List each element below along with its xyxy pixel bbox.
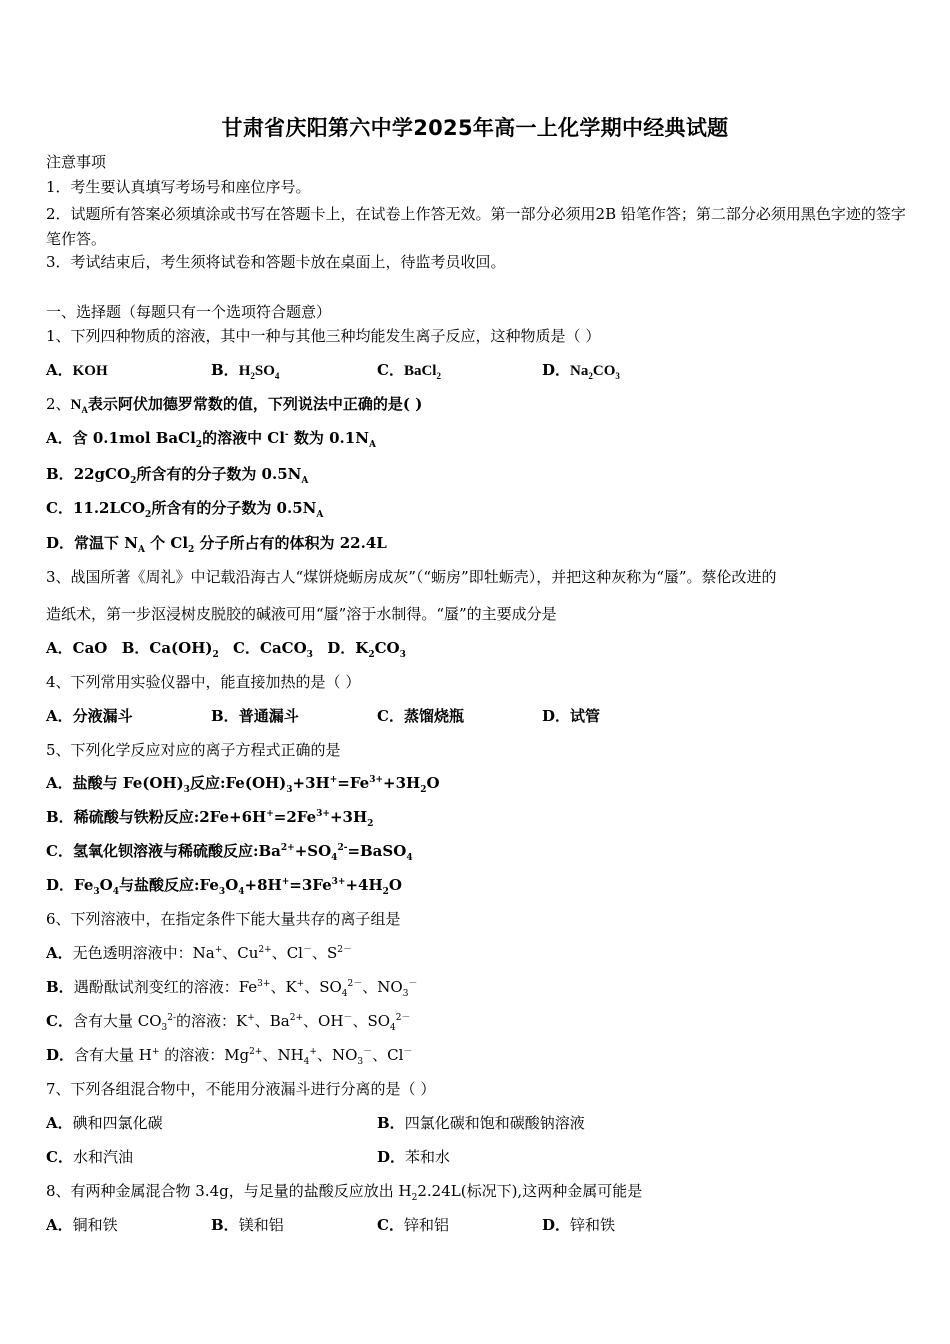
q8-option-d: D．锌和铁 [542, 1216, 616, 1234]
q8-option-c: C．锌和铝 [377, 1216, 449, 1234]
q1-option-a: A．KOH [46, 361, 108, 379]
question-5-stem: 5、下列化学反应对应的离子方程式正确的是 [46, 741, 341, 759]
q8-option-a: A．铜和铁 [46, 1216, 118, 1234]
question-3-stem-line-1: 3、战国所著《周礼》中记载沿海古人“煤饼烧蛎房成灰”（“蛎房”即牡蛎壳），并把这种灰称为“蜃”。蔡伦改进的 [46, 568, 777, 586]
q4-option-a: A．分液漏斗 [46, 707, 133, 725]
q2-option-c: C．$11.2LCO_2$所含有的分子数为 $0.5N_A$ [46, 499, 324, 520]
q4-option-d: D．试管 [542, 707, 601, 725]
q2-option-d: D．常温下 $N_A$ 个 $Cl_2$ 分子所占有的体积为 22.4L [46, 534, 387, 555]
q4-option-c: C．蒸馏烧瓶 [377, 707, 464, 725]
question-6-stem: 6、下列溶液中，在指定条件下能大量共存的离子组是 [46, 910, 401, 928]
q8-option-b: B．镁和铝 [211, 1216, 284, 1234]
notice-item-1: 1．考生要认真填写考场号和座位序号。 [46, 178, 311, 196]
q6-option-a: A．无色透明溶液中：Na+、$Cu^{2+}$、Cl－、$S^{2-}$ [46, 944, 352, 962]
q3-option-b: B．$Ca(OH)_2$ [121, 639, 219, 660]
q7-option-a: A．碘和四氯化碳 [46, 1114, 163, 1132]
q2-option-a: A．含 0.1mol BaCl$_2$的溶液中 Cl- 数为 $0.1N_A$ [46, 429, 376, 450]
question-1-stem: 1、下列四种物质的溶液，其中一种与其他三种均能发生离子反应，这种物质是（ ） [46, 327, 601, 345]
q7-option-b: B．四氯化碳和饱和碳酸钠溶液 [377, 1114, 585, 1132]
question-4-stem: 4、下列常用实验仪器中，能直接加热的是（ ） [46, 673, 361, 691]
exam-title: 甘肃省庆阳第六中学2025年高一上化学期中经典试题 [221, 116, 729, 140]
q7-option-d: D．苯和水 [377, 1148, 451, 1166]
question-2-stem: 2、$N_A$表示阿伏加德罗常数的值，下列说法中正确的是( ) [46, 395, 423, 415]
q5-option-c: C．氢氧化钡溶液与稀硫酸反应$:Ba^{2+}+SO_4^{2-}=BaSO_4$ [46, 842, 413, 863]
q2-option-b: B．22gCO$_2$所含有的分子数为 $0.5N_A$ [46, 465, 309, 486]
notice-item-3: 3．考试结束后，考生须将试卷和答题卡放在桌面上，待监考员收回。 [46, 253, 506, 271]
q3-option-a: A．CaO [46, 639, 108, 657]
q3-option-d: D．$K_2CO_3$ [327, 639, 406, 660]
q1-option-b: B．$H_2SO_4$ [211, 361, 280, 381]
q1-option-d: D．$Na_2CO_3$ [542, 361, 620, 381]
q4-option-b: B．普通漏斗 [211, 707, 299, 725]
q7-option-c: C．水和汽油 [46, 1148, 133, 1166]
question-3-stem-line-2: 造纸术，第一步沤浸树皮脱胶的碱液可用“蜃”溶于水制得。“蜃”的主要成分是 [46, 605, 557, 623]
notice-heading: 注意事项 [46, 153, 107, 171]
q5-option-d: D．$Fe_3O_4$与盐酸反应$:Fe_3O_4+8H^+=3Fe^{3+}+4H_2O$ [46, 876, 402, 897]
q5-option-a: A．盐酸与 $Fe(OH)_3$反应$:Fe(OH)_3+3H^+=Fe^{3+}+3H_2O$ [46, 774, 440, 795]
q3-options [46, 638, 406, 658]
notice-item-2: 2．试题所有答案必须填涂或书写在答题卡上，在试卷上作答无效。第一部分必须用2B 铅笔作答；第二部分必须用黑色字迹的签字笔作答。 [46, 205, 906, 248]
q1-option-c: C．BaCl$_2$ [377, 361, 441, 381]
q6-option-b: B．遇酚酞试剂变红的溶液：$Fe^{3+}$、K+、$SO_4^{2-}$、$NO_3^-$ [46, 978, 418, 999]
q5-option-b: B．稀硫酸与铁粉反应$:2Fe+6H^+=2Fe^{3+}+3H_2$ [46, 808, 374, 829]
q3-option-c: C．CaCO$_3$ [233, 639, 313, 660]
question-7-stem: 7、下列各组混合物中，不能用分液漏斗进行分离的是（ ） [46, 1080, 436, 1098]
question-8-stem: 8、有两种金属混合物 3.4g，与足量的盐酸反应放出 $H_22.24L$(标况下),这两种金属可能是 [46, 1182, 643, 1203]
q6-option-c: C．含有大量 $CO_3^{2-}$的溶液：K+、$Ba^{2+}$、OH－、$SO_4^{2-}$ [46, 1012, 411, 1033]
q6-option-d: D．含有大量 H+ 的溶液：$Mg^{2+}$、$NH_4^+$、$NO_3^-$、Cl－ [46, 1046, 413, 1067]
section-heading: 一、选择题（每题只有一个选项符合题意） [46, 303, 332, 321]
